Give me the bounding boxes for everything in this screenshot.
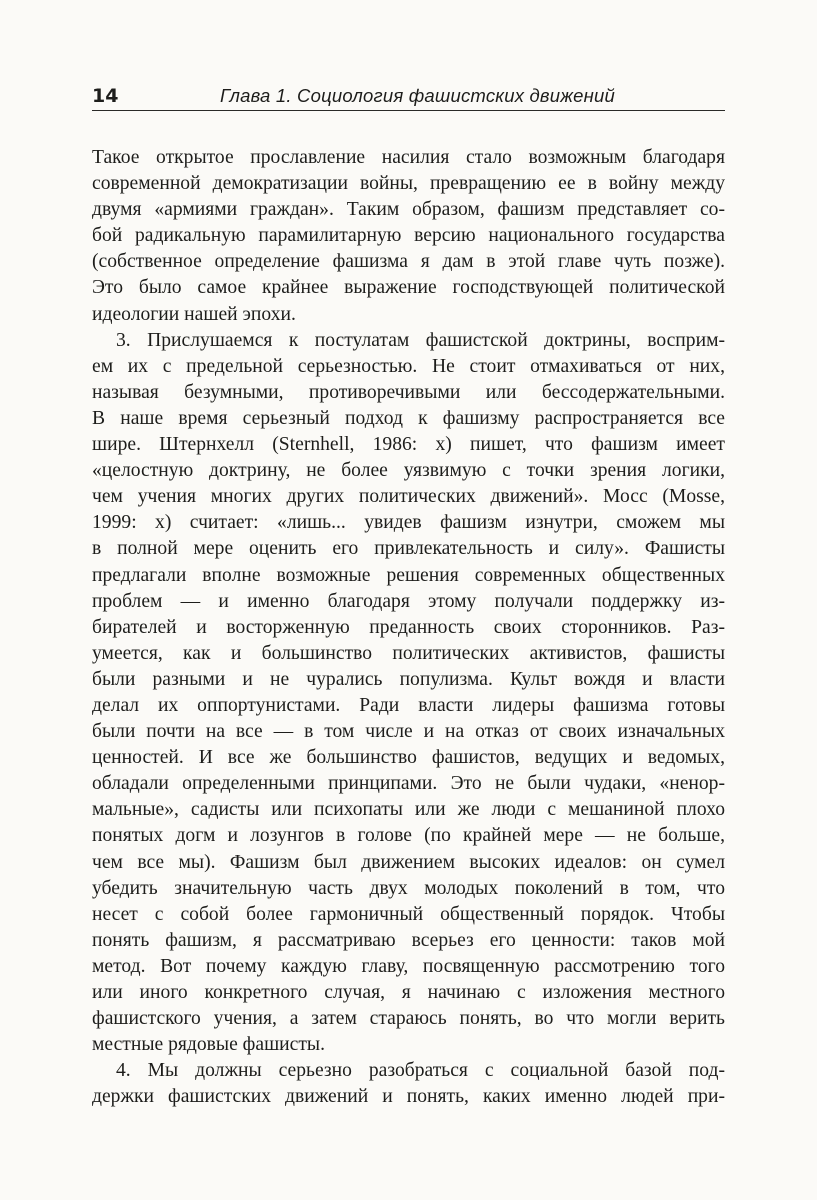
text-line: 4. Мы должны серьезно разобраться с социальной базой под- [116,1060,725,1082]
text-line: В наше время серьезный подход к фашизму распространяется все [92,407,725,429]
text-line: несет с собой более гармоничный общественный порядок. Чтобы [92,903,725,925]
text-line: бирателей и восторженную преданность своих сторонников. Раз- [92,616,725,638]
text-line: или иного конкретного случая, я начинаю с изложения местного [92,982,725,1003]
text-line: (собственное определение фашизма я дам в этой главе чуть позже). [92,251,725,273]
text-line: Такое открытое прославление насилия стало возможным благодаря [92,147,725,168]
text-line: местные рядовые фашисты. [92,1034,325,1056]
text-line: современной демократизации войны, превращению ее в войну между [92,173,725,195]
text-line: называя безумными, противоречивыми или бессодержательными. [92,381,725,403]
chapter-title: Глава 1. Социология фашистских движений [220,85,616,106]
text-line: «целостную доктрину, не более уязвимую с точки зрения логики, [92,460,725,482]
text-line: в полной мере оценить его привлекательность и силу». Фашисты [92,538,725,560]
text-line: обладали определенными принципами. Это не были чудаки, «ненор- [92,773,725,795]
text-line: понятых догм и лозунгов в голове (по крайней мере — не больше, [92,825,725,847]
text-line: проблем — и именно благодаря этому получали поддержку из- [92,590,725,612]
text-line: понять фашизм, я рассматриваю всерьез его ценности: таков мой [92,929,725,951]
text-line: метод. Вот почему каждую главу, посвященную рассмотрению того [92,955,725,977]
text-line: бой радикальную парамилитарную версию национального государства [92,225,725,247]
text-line: держки фашистских движений и понять, каких именно людей при- [92,1086,725,1108]
text-line: Это было самое крайнее выражение господствующей политической [92,277,725,299]
text-line: чем все мы). Фашизм был движением высоких идеалов: он сумел [92,851,725,873]
text-line: убедить значительную часть двух молодых поколений в том, что [92,877,725,899]
text-line: ценностей. И все же большинство фашистов, ведущих и ведомых, [92,747,725,769]
body-text [92,145,725,1110]
header-rule [92,110,725,111]
text-line: чем учения многих других политических движений». Мосс (Mosse, [92,486,725,508]
text-line: были разными и не чурались популизма. Культ вождя и власти [92,668,725,690]
text-line: двумя «армиями граждан». Таким образом, фашизм представляет со- [92,199,725,221]
text-line: идеологии нашей эпохи. [92,303,296,325]
text-line: 3. Прислушаемся к постулатам фашистской доктрины, восприм- [116,329,725,351]
text-line: были почти на все — в том числе и на отказ от своих изначальных [92,721,725,743]
text-line: умеется, как и большинство политических активистов, фашисты [92,642,725,664]
text-line: ем их с предельной серьезностью. Не стоит отмахиваться от них, [92,355,725,377]
text-line: мальные», садисты или психопаты или же люди с мешаниной плохо [92,799,725,821]
text-line: шире. Штернхелл (Sternhell, 1986: x) пишет, что фашизм имеет [92,434,725,456]
text-line: 1999: x) считает: «лишь... увидев фашизм изнутри, сможем мы [92,512,725,534]
text-line: фашистского учения, а затем стараюсь понять, во что могли верить [92,1008,725,1030]
text-line: делал их оппортунистами. Ради власти лидеры фашизма готовы [92,694,725,716]
text-line: предлагали вполне возможные решения современных общественных [92,564,725,586]
page-number: 14 [92,85,119,107]
running-head [92,83,725,111]
